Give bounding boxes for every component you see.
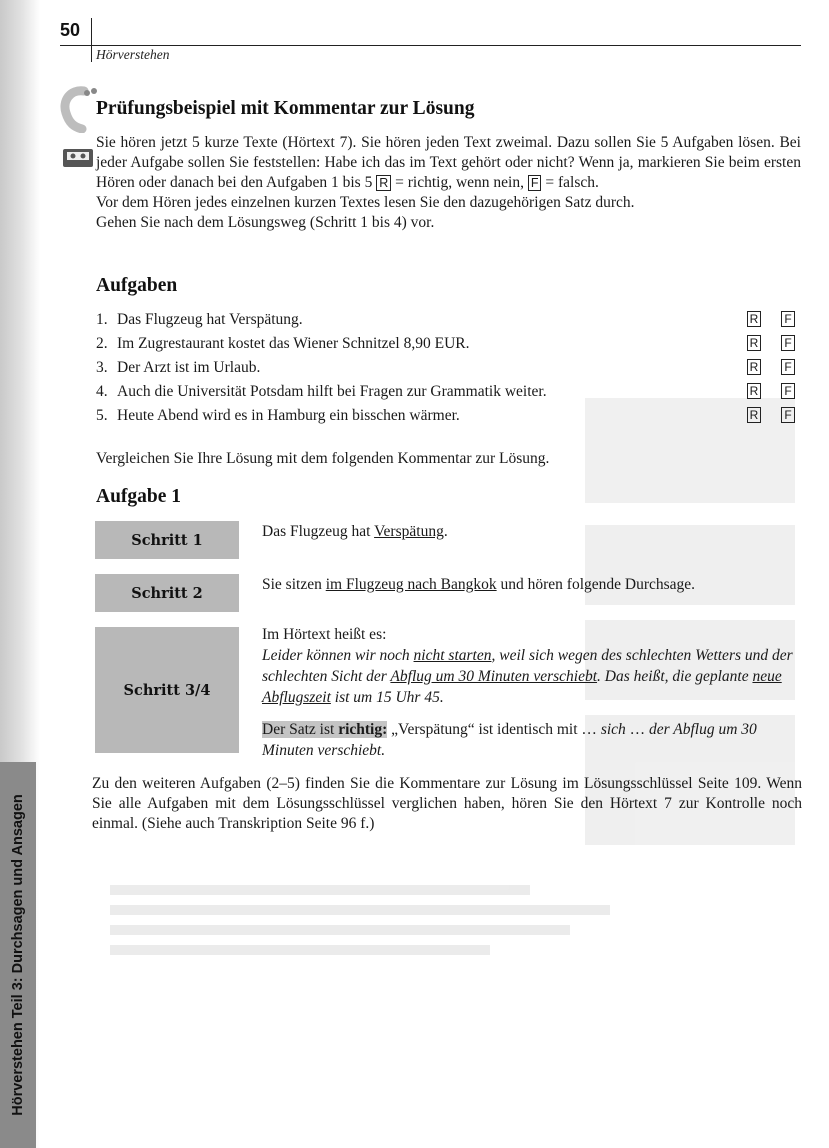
chapter-side-tab-label: Hörverstehen Teil 3: Durchsagen und Ansagen — [10, 794, 26, 1116]
quote-keyword: nicht starten — [413, 647, 492, 664]
task-row — [96, 406, 801, 430]
richtig-checkbox[interactable]: R — [747, 383, 761, 399]
schritt3-result — [262, 719, 800, 761]
instructions-line3: Gehen Sie nach dem Lösungsweg (Schritt 1 bis 4) vor. — [96, 214, 435, 231]
running-header: Hörverstehen — [96, 47, 170, 62]
richtig-checkbox[interactable]: R — [747, 335, 761, 351]
task-row — [96, 334, 801, 358]
schritt1-keyword: Verspätung — [374, 523, 444, 540]
falsch-checkbox[interactable]: F — [781, 383, 795, 399]
schritt3-label-box — [95, 627, 239, 753]
schritt2-label: Schritt 2 — [131, 584, 203, 602]
schritt3-label: Schritt 3/4 — [123, 681, 211, 699]
schritt1-label-box — [95, 521, 239, 559]
richtig-box: R — [376, 175, 391, 191]
task-text: Der Arzt ist im Urlaub. — [117, 359, 261, 376]
richtig-checkbox[interactable]: R — [747, 359, 761, 375]
task-number: 2. — [96, 335, 108, 352]
task-row — [96, 310, 801, 334]
task-row — [96, 382, 801, 406]
result-pre: Der Satz ist — [262, 721, 339, 738]
falsch-checkbox[interactable]: F — [781, 407, 795, 423]
closing-paragraph — [92, 774, 802, 834]
result-dots: … — [625, 721, 650, 738]
instructions-text-richtig: = richtig, wenn nein, — [395, 174, 524, 191]
richtig-checkbox[interactable]: R — [747, 407, 761, 423]
instructions-text: Sie hören jetzt 5 kurze Texte (Hörtext 7). Sie hören jeden Text zweimal. Dazu sollen Sie 5 Aufgaben lösen. Bei jeder Aufgabe sollen Sie feststellen: Habe ich das im Text gehört oder nicht? Wenn ja, markieren Sie beim ersten Hören oder danach bei den Aufgaben 1 bis 5 — [96, 134, 801, 191]
falsch-box: F — [528, 175, 542, 191]
result-highlight — [262, 721, 387, 738]
schritt1-text-post: . — [443, 523, 448, 540]
falsch-checkbox[interactable]: F — [781, 335, 795, 351]
instructions — [96, 133, 801, 233]
task-list — [96, 310, 801, 430]
header-divider-vertical — [91, 18, 92, 62]
task-number: 4. — [96, 383, 108, 400]
schritt1-text — [262, 521, 800, 542]
task-text: Heute Abend wird es in Hamburg ein bisschen wärmer. — [117, 407, 460, 424]
instructions-line2: Vor dem Hören jedes einzelnen kurzen Textes lesen Sie den dazugehörigen Satz durch. — [96, 194, 635, 211]
header-divider-horizontal — [60, 45, 801, 46]
instructions-paragraph — [96, 133, 801, 193]
schritt2-label-box — [95, 574, 239, 612]
compare-instruction: Vergleichen Sie Ihre Lösung mit dem folgenden Kommentar zur Lösung. — [96, 450, 550, 467]
task-number: 3. — [96, 359, 108, 376]
result-italic: sich — [600, 721, 626, 738]
schritt3-quote — [262, 645, 800, 708]
schritt3-intro: Im Hörtext heißt es: — [262, 626, 387, 643]
section-heading: Prüfungsbeispiel mit Kommentar zur Lösung — [96, 98, 475, 119]
result-verdict: richtig: — [338, 721, 388, 738]
falsch-checkbox[interactable]: F — [781, 311, 795, 327]
task-text: Im Zugrestaurant kostet das Wiener Schnitzel 8,90 EUR. — [117, 335, 470, 352]
task-text: Auch die Universität Potsdam hilft bei Fragen zur Grammatik weiter. — [117, 383, 547, 400]
task-text: Das Flugzeug hat Verspätung. — [117, 311, 303, 328]
task-row — [96, 358, 801, 382]
result-italic: der Abflug um 30 Minuten verschiebt. — [262, 721, 757, 759]
task-number: 5. — [96, 407, 108, 424]
schritt2-text — [262, 574, 800, 595]
richtig-checkbox[interactable]: R — [747, 311, 761, 327]
page-number: 50 — [60, 20, 81, 40]
quote-part: Leider können wir noch — [262, 647, 414, 664]
quote-part: . Das heißt, die geplante — [597, 668, 753, 685]
aufgabe1-heading: Aufgabe 1 — [96, 486, 182, 507]
instructions-text-falsch: = falsch. — [545, 174, 599, 191]
quote-keyword: neue Abflugszeit — [262, 668, 782, 706]
schritt1-label: Schritt 1 — [131, 531, 203, 549]
falsch-checkbox[interactable]: F — [781, 359, 795, 375]
cassette-icon — [62, 148, 94, 168]
schritt2-text-post: und hören folgende Durchsage. — [496, 576, 696, 593]
quote-part: ist um 15 Uhr 45. — [330, 689, 444, 706]
schritt2-keyword: im Flugzeug nach Bangkok — [325, 576, 497, 593]
quote-keyword: Abflug um 30 Minuten verschiebt — [390, 668, 598, 685]
aufgaben-heading: Aufgaben — [96, 275, 178, 296]
schritt1-text-pre: Das Flugzeug hat — [262, 523, 375, 540]
quote-part: , weil sich wegen des schlechten Wetters und der schlechten Sicht der — [262, 647, 793, 685]
result-mid: „Verspätung“ ist identisch mit … — [387, 721, 601, 738]
ear-icon — [58, 85, 98, 133]
schritt2-text-pre: Sie sitzen — [262, 576, 326, 593]
closing-text: Zu den weiteren Aufgaben (2–5) finden Sie die Kommentare zur Lösung im Lösungsschlüssel Seite 109. Wenn Sie alle Aufgaben mit dem Lösungsschlüssel verglichen haben, hören Sie den Hörtext 7 zur Kontrolle noch einmal. (Siehe auch Transkription Seite 96 f.) — [92, 775, 802, 832]
task-number: 1. — [96, 311, 108, 328]
